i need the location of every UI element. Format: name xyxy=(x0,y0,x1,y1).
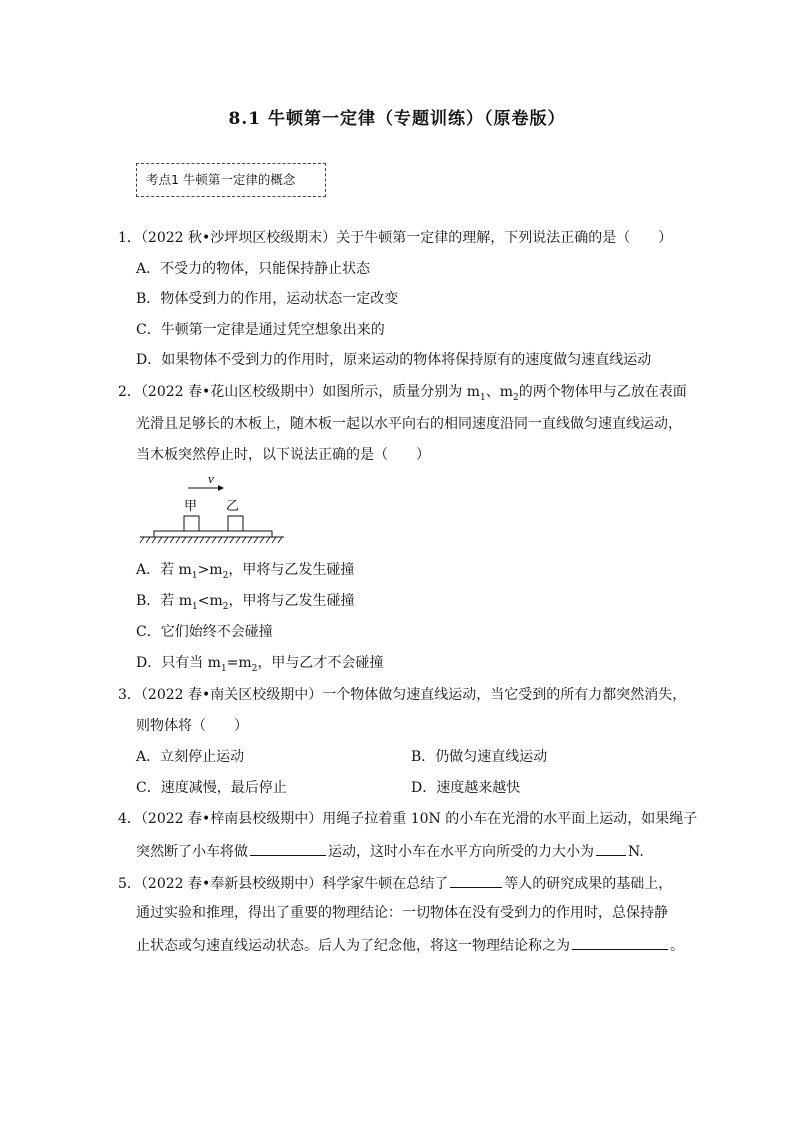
question-2-option-a: A．若 $m_1>m_2$，甲将与乙发生碰撞 xyxy=(136,562,355,581)
question-3-option-c: C．速度减慢，最后停止 xyxy=(136,780,287,796)
board-blocks-figure xyxy=(138,472,288,548)
question-2-option-b: B．若 $m_1<m_2$，甲将与乙发生碰撞 xyxy=(136,593,355,612)
question-5-stem-line-3: 止状态或匀速直线运动状态。后人为了纪念他，将这一物理结论称之为 。 xyxy=(136,934,684,956)
question-3-stem-line-2: 则物体将（ ） xyxy=(136,718,248,734)
question-2-option-d: D．只有当 $m_1=m_2$，甲与乙才不会碰撞 xyxy=(136,655,384,674)
answer-blank[interactable] xyxy=(450,872,502,888)
question-1-option-c: C．牛顿第一定律是通过凭空想象出来的 xyxy=(136,322,385,338)
block-b xyxy=(228,516,243,531)
velocity-arrow-head xyxy=(218,485,224,491)
question-1-option-b: B．物体受到力的作用，运动状态一定改变 xyxy=(136,291,399,307)
question-4-stem-line-1: 4．（2022 春•梓南县校级期中）用绳子拉着重 10N 的小车在光滑的水平面上运动，如果绳子 xyxy=(118,811,698,827)
question-2-stem-line-1: 2．（2022 春•花山区校级期中）如图所示，质量分别为 $m_1$、$m_2$的两个物体甲与乙放在表面 xyxy=(118,384,687,403)
block-a-label: 甲 xyxy=(184,499,198,514)
ground-hatching xyxy=(140,537,282,543)
question-1-option-a: A．不受力的物体，只能保持静止状态 xyxy=(136,261,371,277)
question-3-option-a: A．立刻停止运动 xyxy=(136,749,245,765)
question-3-stem-line-1: 3．（2022 春•南关区校级期中）一个物体做匀速直线运动，当它受到的所有力都突然消失， xyxy=(118,687,687,703)
question-2-stem-line-2: 光滑且足够长的木板上，随木板一起以水平向右的相同速度沿同一直线做匀速直线运动， xyxy=(136,416,682,432)
question-2-option-c: C．它们始终不会碰撞 xyxy=(136,624,273,640)
answer-blank[interactable] xyxy=(596,840,626,856)
question-5-stem-line-2: 通过实验和推理，得出了重要的物理结论：一切物体在没有受到力的作用时，总保持静 xyxy=(136,905,668,921)
wood-board xyxy=(154,531,272,537)
question-2-stem-line-3: 当木板突然停止时，以下说法正确的是（ ） xyxy=(136,447,430,463)
question-3-option-d: D．速度越来越快 xyxy=(411,780,521,796)
question-3-option-b: B．仍做匀速直线运动 xyxy=(411,749,548,765)
question-4-stem-line-2: 突然断了小车将做 运动，这时小车在水平方向所受的力大小为 N. xyxy=(136,840,644,862)
page-title: 8.1 牛顿第一定律（专题训练）（原卷版） xyxy=(228,109,566,129)
question-1-stem: 1．（2022 秋•沙坪坝区校级期末）关于牛顿第一定律的理解，下列说法正确的是（ ） xyxy=(118,230,673,246)
velocity-label: v xyxy=(208,472,214,486)
question-5-stem-line-1: 5．（2022 春•奉新县校级期中）科学家牛顿在总结了 等人的研究成果的基础上， xyxy=(118,872,672,894)
block-b-label: 乙 xyxy=(226,499,240,514)
answer-blank[interactable] xyxy=(572,934,668,950)
answer-blank[interactable] xyxy=(250,840,326,856)
topic-box: 考点1 牛顿第一定律的概念 xyxy=(136,163,326,197)
block-a xyxy=(184,516,199,531)
question-1-option-d: D．如果物体不受到力的作用时，原来运动的物体将保持原有的速度做匀速直线运动 xyxy=(136,352,652,368)
